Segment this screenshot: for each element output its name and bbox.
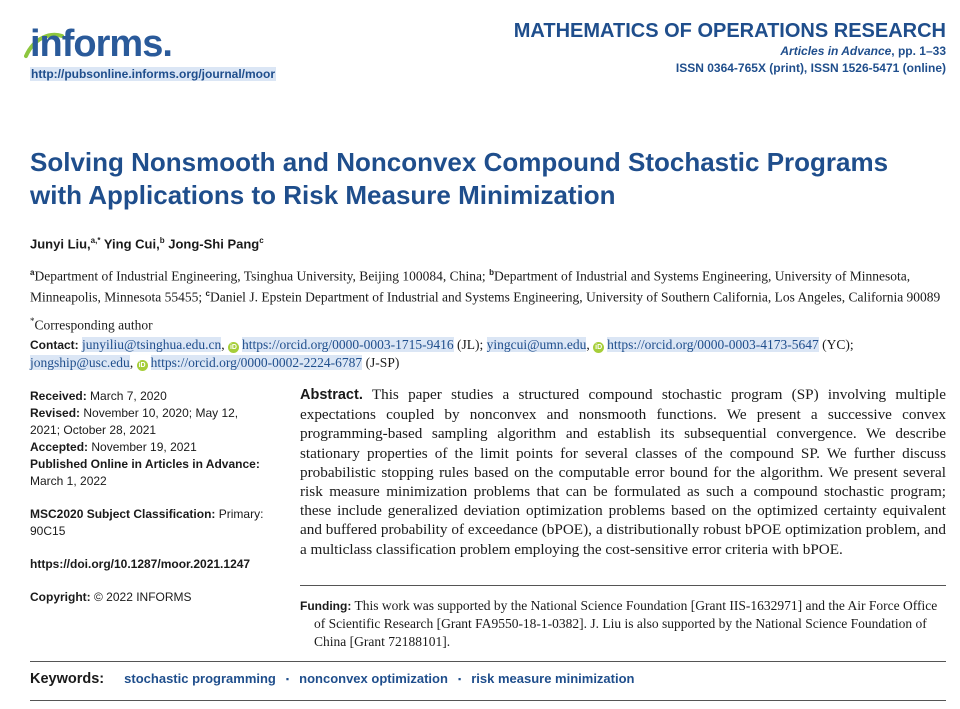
- email-link[interactable]: yingcui@umn.edu: [486, 337, 587, 352]
- abstract-label: Abstract.: [300, 387, 363, 403]
- email-link[interactable]: junyiliu@tsinghua.edu.cn: [82, 337, 222, 352]
- abstract: [300, 385, 946, 559]
- corresponding-author-note: *Corresponding author: [30, 316, 153, 333]
- accepted-date: Accepted: November 19, 2021: [30, 440, 197, 454]
- orcid-link[interactable]: https://orcid.org/0000-0002-2224-6787: [150, 355, 363, 370]
- orcid-link[interactable]: https://orcid.org/0000-0003-1715-9416: [241, 337, 454, 352]
- orcid-icon: iD: [138, 362, 146, 369]
- orcid-icon: iD: [595, 344, 603, 351]
- orcid-icon: iD: [229, 344, 237, 351]
- keywords-label: Keywords:: [30, 671, 105, 687]
- keywords: [30, 671, 634, 687]
- article-title: Solving Nonsmooth and Nonconvex Compound Stochastic Programs with Applications to Risk Measure Minimization: [30, 147, 889, 210]
- separator-icon: ▪: [285, 674, 290, 684]
- keyword-link[interactable]: nonconvex optimization: [299, 671, 448, 686]
- copyright: Copyright: © 2022 INFORMS: [30, 590, 192, 604]
- orcid-link[interactable]: https://orcid.org/0000-0003-4173-5647: [607, 337, 819, 352]
- affiliations: $^a$Department of Industrial Engineering, Tsinghua University, Beijing 100084, China; $^b$Department of Industrial and Systems Engineering, University of Minnesota, Minneapolis, Minnesota 55455; $^c$Daniel J. Epstein Department of Industrial and Systems Engineering, University of Southern California, Los Angeles, California 90089: [30, 268, 941, 304]
- divider: [30, 700, 946, 701]
- received-date: Received: March 7, 2020: [30, 389, 167, 403]
- contact-info: Contact: junyiliu@tsinghua.edu.cn, iD https://orcid.org/0000-0003-1715-9416 (JL); yingcui@umn.edu, iD https://orcid.org/0000-0003-4173-5647 (YC); jongship@usc.edu, iD https://orcid.org/0000-0002-2224-6787 (J-SP): [30, 337, 854, 370]
- divider: [300, 585, 946, 586]
- author-name: Ying Cui,: [103, 236, 160, 252]
- article-history: [30, 388, 265, 606]
- journal-header: [514, 19, 946, 76]
- issn: ISSN 0364-765X (print), ISSN 1526-5471 (online): [675, 61, 946, 75]
- separator-icon: ▪: [457, 674, 462, 684]
- email-link[interactable]: jongship@usc.edu: [30, 355, 130, 370]
- author-name: Junyi Liu,: [30, 236, 91, 252]
- keyword-link[interactable]: stochastic programming: [124, 671, 276, 686]
- published-date: Published Online in Articles in Advance: March 1, 2022: [30, 457, 260, 488]
- logo-text: informs.: [30, 23, 172, 65]
- divider: [30, 661, 946, 662]
- keyword-link[interactable]: risk measure minimization: [471, 671, 635, 686]
- doi-link[interactable]: https://doi.org/10.1287/moor.2021.1247: [30, 557, 251, 571]
- journal-url-link[interactable]: http://pubsonline.informs.org/journal/moor: [31, 67, 275, 81]
- articles-in-advance: Articles in Advance, pp. 1–33: [780, 44, 946, 58]
- author-name: Jong-Shi Pang: [168, 236, 260, 252]
- revised-dates: Revised: November 10, 2020; May 12, 2021; October 28, 2021: [30, 406, 239, 437]
- journal-name: MATHEMATICS OF OPERATIONS RESEARCH: [513, 20, 946, 42]
- abstract-text: This paper studies a structured compound stochastic program (SP) involving multiple expectations coupled by nonconvex and nonsmooth functions. We present a successive convex programming-based sampling algorithm and establish its subsequential convergence. We describe stationary properties of the limit points for several classes of the compound SP. We further discuss probabilistic stopping rules based on the computable error bound for the algorithm. We present several risk measure minimization problems that can be formulated as such a compound stochastic program; these include generalized deviation optimization problems based on the optimized certainty equivalent and buffered probability of exceedance (bPOE), a distributionally robust bPOE optimization problem, and a multiclass classification problem employing the cost-sensitive error criteria with bPOE.: [300, 386, 946, 558]
- msc-classification: MSC2020 Subject Classification: Primary: 90C15: [30, 507, 264, 538]
- funding: Funding: This work was supported by the National Science Foundation [Grant IIS-1632971] and the Air Force Office of Scientific Research [Grant FA9550-18-1-0382]. J. Liu is also supported by the National Science Foundation of China [Grant 72188101].: [300, 598, 938, 649]
- informs-logo: [30, 24, 172, 64]
- author-list: Junyi Liu,$^{a,*}$ Ying Cui,$^b$ Jong-Shi Pang$^c$: [30, 236, 264, 252]
